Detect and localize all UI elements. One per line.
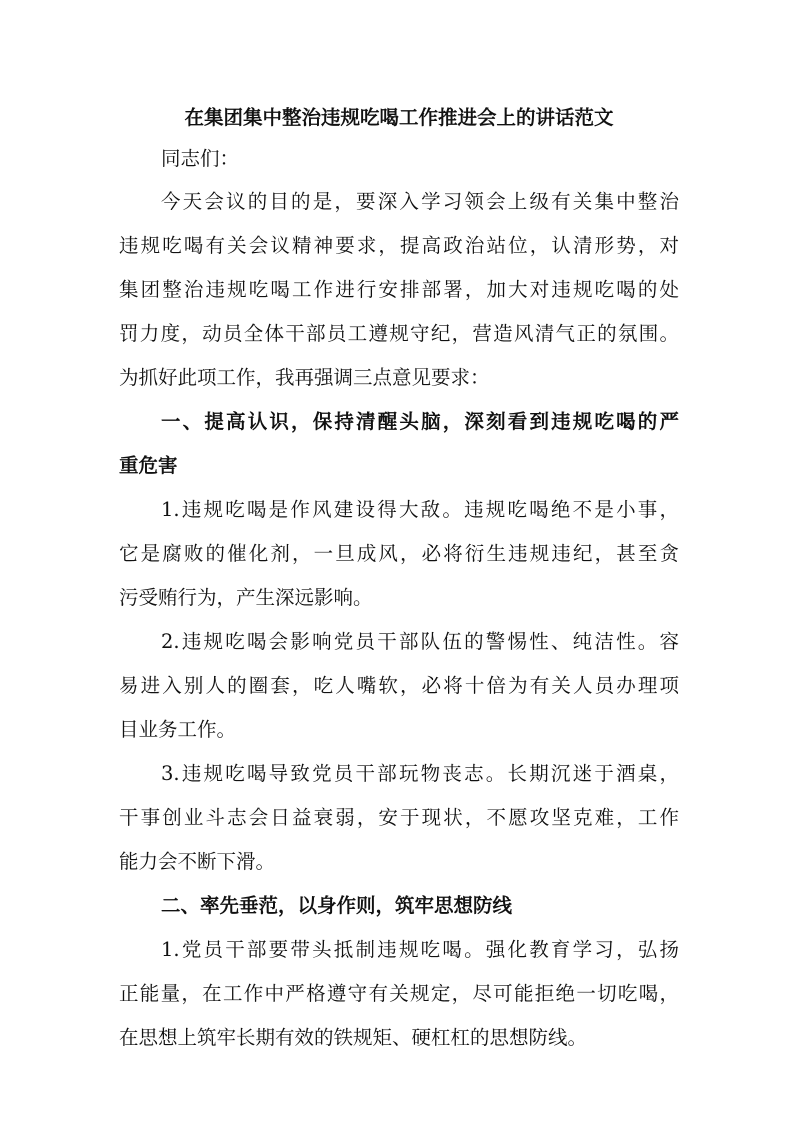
text-line: 集团整治违规吃喝工作进行安排部署，加大对违规吃喝的处 — [119, 278, 679, 301]
salutation: 同志们： — [161, 147, 240, 170]
point-one-two — [119, 620, 679, 752]
text-line: 为抓好此项工作，我再强调三点意见要求： — [119, 366, 490, 389]
document-body — [119, 98, 679, 1060]
text-line: 易进入别人的圈套，吃人嘴软，必将十倍为有关人员办理项 — [119, 674, 679, 697]
heading-line: 二、率先垂范，以身作则，筑牢思想防线 — [161, 894, 513, 917]
text-line: 在思想上筑牢长期有效的铁规矩、硬杠杠的思想防线。 — [119, 1026, 588, 1049]
point-two-one — [119, 928, 679, 1060]
text-line: 它是腐败的催化剂，一旦成风，必将衍生违规违纪，甚至贪 — [119, 542, 679, 565]
point-one-three — [119, 752, 679, 884]
intro-paragraph — [119, 180, 679, 400]
text-line: 污受贿行为，产生深远影响。 — [119, 586, 373, 609]
text-line: 正能量，在工作中严格遵守有关规定，尽可能拒绝一切吃喝， — [119, 982, 679, 1005]
text-line: 罚力度，动员全体干部员工遵规守纪，营造风清气正的氛围。 — [119, 322, 679, 345]
heading-line: 一、提高认识，保持清醒头脑，深刻看到违规吃喝的严 — [161, 410, 679, 433]
text-line: 能力会不断下滑。 — [119, 850, 276, 873]
text-line: 干事创业斗志会日益衰弱，安于现状，不愿攻坚克难，工作 — [119, 806, 679, 829]
section-heading-two — [119, 884, 679, 928]
document-title: 在集团集中整治违规吃喝工作推进会上的讲话范文 — [184, 106, 614, 129]
text-line: 今天会议的目的是，要深入学习领会上级有关集中整治 — [161, 190, 679, 213]
text-line: 3.违规吃喝导致党员干部玩物丧志。长期沉迷于酒桌， — [161, 762, 679, 785]
heading-line: 重危害 — [119, 454, 178, 477]
section-heading-one — [119, 400, 679, 488]
text-line: 1.违规吃喝是作风建设得大敌。违规吃喝绝不是小事， — [161, 498, 679, 521]
text-line: 1.党员干部要带头抵制违规吃喝。强化教育学习，弘扬 — [161, 938, 679, 961]
text-line: 目业务工作。 — [119, 718, 237, 741]
text-line: 2.违规吃喝会影响党员干部队伍的警惕性、纯洁性。容 — [161, 630, 679, 653]
point-one-one — [119, 488, 679, 620]
text-line: 违规吃喝有关会议精神要求，提高政治站位，认清形势，对 — [119, 234, 679, 257]
